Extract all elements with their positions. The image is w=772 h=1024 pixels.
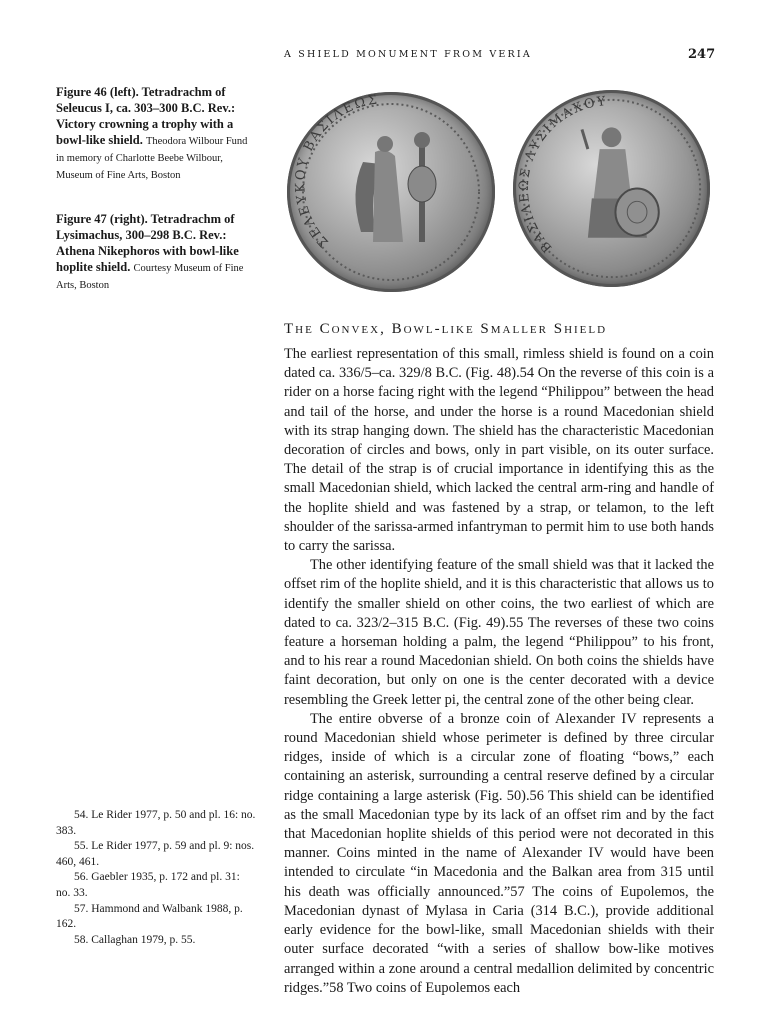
paragraph: The entire obverse of a bronze coin of Alexander IV represents a round Macedonian shield whose perimeter is defined by three circular ridges, inside of which is a circular zone of floating “bows,” each containing an asterisk, surrounding a central reserve defined by a circular ridge containing a large asterisk (Fig. 50).56 This shield can be identified as the small Macedonian type by its lack of an offset rim and by the fact that Macedonian hoplite shields of this period were not decorated in this manner. Coins minted in the name of Alexander IV would have been intended to circulate “in Macedonia and the Balkan area from 315 until his death was officially announced.”57 The coins of Eupolemos, the Macedonian dynast of Mylasa in Caria (314 B.C.), provide additional early evidence for the bowl-like, small Macedonian shields with their outer surface decorated “with a series of shallow bow-like motives arranged within a zone around a central medallion delimited by concentric ridges.”58 Two coins of Eupolemos each xyxy=(284,710,714,996)
figure-47-caption-credit: Courtesy Museum of Fine Arts, Boston xyxy=(56,263,244,291)
coin-image-seleucus xyxy=(287,92,495,292)
figure-46-caption-main: Figure 46 (left). Tetradrachm of Seleucus I, ca. 303–300 B.C. Rev.: Victory crowning a trophy with a bowl-like shield. xyxy=(56,85,236,147)
figure-47-caption xyxy=(56,211,256,293)
footnote: 57. Hammond and Walbank 1988, p. 162. xyxy=(56,902,243,931)
footnote: 54. Le Rider 1977, p. 50 and pl. 16: no. 383. xyxy=(56,809,256,837)
figure-47-caption-main: Figure 47 (right). Tetradrachm of Lysimachus, 300–298 B.C. Rev.: Athena Nikephoros with bowl-like hoplite shield. xyxy=(56,212,239,274)
paragraph: The earliest representation of this small, rimless shield is found on a coin dated ca. 336/5–ca. 329/8 B.C. (Fig. 48).54 On the reverse of this coin is a rider on a horse facing right with the legend “Philippou” between the head and tail of the horse, and under the horse is a round Macedonian shield with its strap hanging down. The shield has the characteristic Macedonian decoration of circles and bows, only in part visible, on its outer surface. The detail of the strap is of crucial importance in identifying this as the small Macedonian shield, which lacked the central arm-ring and handle of the hoplite shield and was fastened by a strap, or telamon, to the left shoulder of the sarissa-armed infantryman to permit him to use both hands to carry the sarissa. xyxy=(284,346,714,555)
coin-lysimachus-legend: ΒΑΣΙΛΕΩΣ ΛΥΣΙΜΑΧΟΥ xyxy=(516,93,609,256)
coin-lysimachus-artwork xyxy=(513,90,710,287)
body-text xyxy=(284,345,714,998)
footnote: 56. Gaebler 1935, p. 172 and pl. 31: no. 33. xyxy=(56,871,240,899)
paragraph: The other identifying feature of the small shield was that it lacked the offset rim of the hoplite shield, and it is this characteristic that allows us to identify the smaller shield on other coins, the two earliest of which are dated to ca. 323/2–315 B.C. (Fig. 49).55 The reverses of these two coins feature a horseman holding a palm, the legend “Philippou” to his front, and to his rear a round Macedonian shield. On both coins the shields have faint decoration, but only on one is the center decorated with a device resembling the Greek letter pi, the central zone of the other being clear. xyxy=(284,557,714,708)
footnotes xyxy=(56,808,256,948)
figure-46-caption-credit: Theodora Wilbour Fund in memory of Charlotte Beebe Wilbour, Museum of Fine Arts, Boston xyxy=(56,136,248,181)
section-heading: The Convex, Bowl-like Smaller Shield xyxy=(284,321,608,337)
running-head: A SHIELD MONUMENT FROM VERIA xyxy=(284,49,532,60)
coin-image-lysimachus xyxy=(513,90,710,287)
footnote: 58. Callaghan 1979, p. 55. xyxy=(74,933,196,946)
footnote: 55. Le Rider 1977, p. 59 and pl. 9: nos. 460, 461. xyxy=(56,840,255,868)
coin-seleucus-artwork xyxy=(287,92,495,292)
coin-seleucus-legend: ΣΕΛΕΥΚΟΥ ΒΑΣΙΛΕΩΣ xyxy=(293,92,380,250)
page-number: 247 xyxy=(688,47,716,62)
figure-46-caption xyxy=(56,84,256,183)
